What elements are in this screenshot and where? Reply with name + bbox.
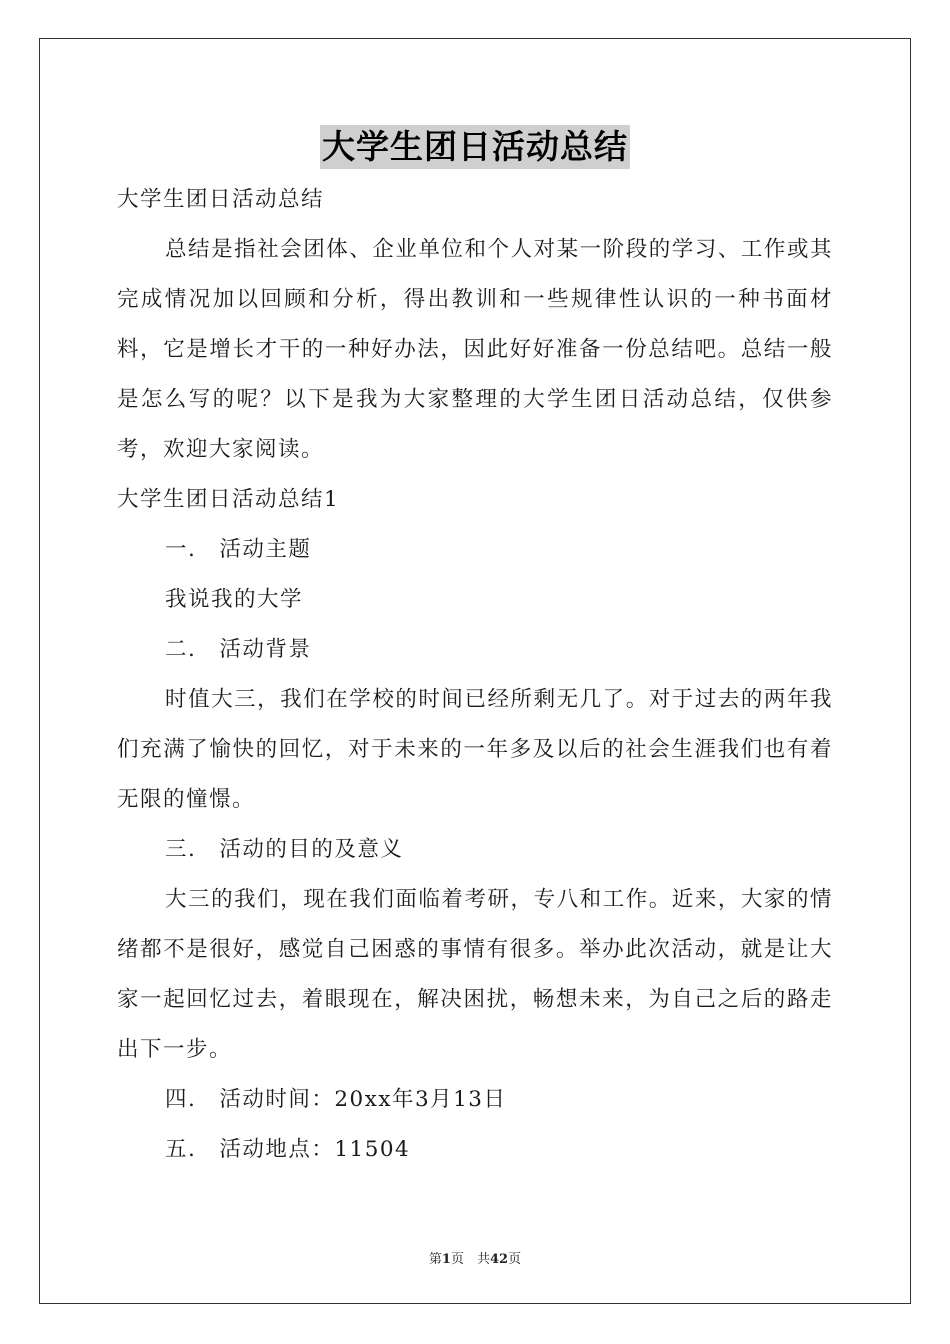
- footer-mid: 页 共: [450, 1252, 490, 1267]
- item-location: 五. 活动地点：11504: [165, 1137, 411, 1162]
- item-background-heading: 二. 活动背景: [165, 637, 312, 662]
- item-theme-content: 我说我的大学: [165, 587, 304, 612]
- item-time: 四. 活动时间：20xx年3月13日: [165, 1087, 507, 1112]
- item-purpose-content: 大三的我们，现在我们面临着考研，专八和工作。近来，大家的情绪都不是很好，感觉自己困惑的事情有很多。举办此次活动，就是让大家一起回忆过去，着眼现在，解决困扰，畅想未来，为自己之后的路走出下一步。: [117, 887, 833, 1062]
- footer-page-total: 42: [489, 1252, 509, 1267]
- item-theme-heading: 一. 活动主题: [165, 537, 312, 562]
- document-title: 大学生团日活动总结: [320, 125, 630, 169]
- title-container: [0, 125, 950, 169]
- footer-page-current: 1: [441, 1252, 451, 1267]
- subtitle-paragraph: 大学生团日活动总结: [117, 187, 325, 212]
- footer-prefix: 第: [428, 1252, 442, 1267]
- page-footer: [0, 1248, 950, 1267]
- intro-paragraph: 总结是指社会团体、企业单位和个人对某一阶段的学习、工作或其完成情况加以回顾和分析，得出教训和一些规律性认识的一种书面材料，它是增长才干的一种好办法，因此好好准备一份总结吧。总结一般是怎么写的呢？以下是我为大家整理的大学生团日活动总结，仅供参考，欢迎大家阅读。: [117, 237, 833, 462]
- item-purpose-heading: 三. 活动的目的及意义: [165, 837, 404, 862]
- document-body: [117, 175, 833, 1175]
- item-background-content: 时值大三，我们在学校的时间已经所剩无几了。对于过去的两年我们充满了愉快的回忆，对于未来的一年多及以后的社会生涯我们也有着无限的憧憬。: [117, 687, 833, 812]
- footer-suffix: 页: [508, 1252, 522, 1267]
- section-heading: 大学生团日活动总结1: [117, 487, 340, 512]
